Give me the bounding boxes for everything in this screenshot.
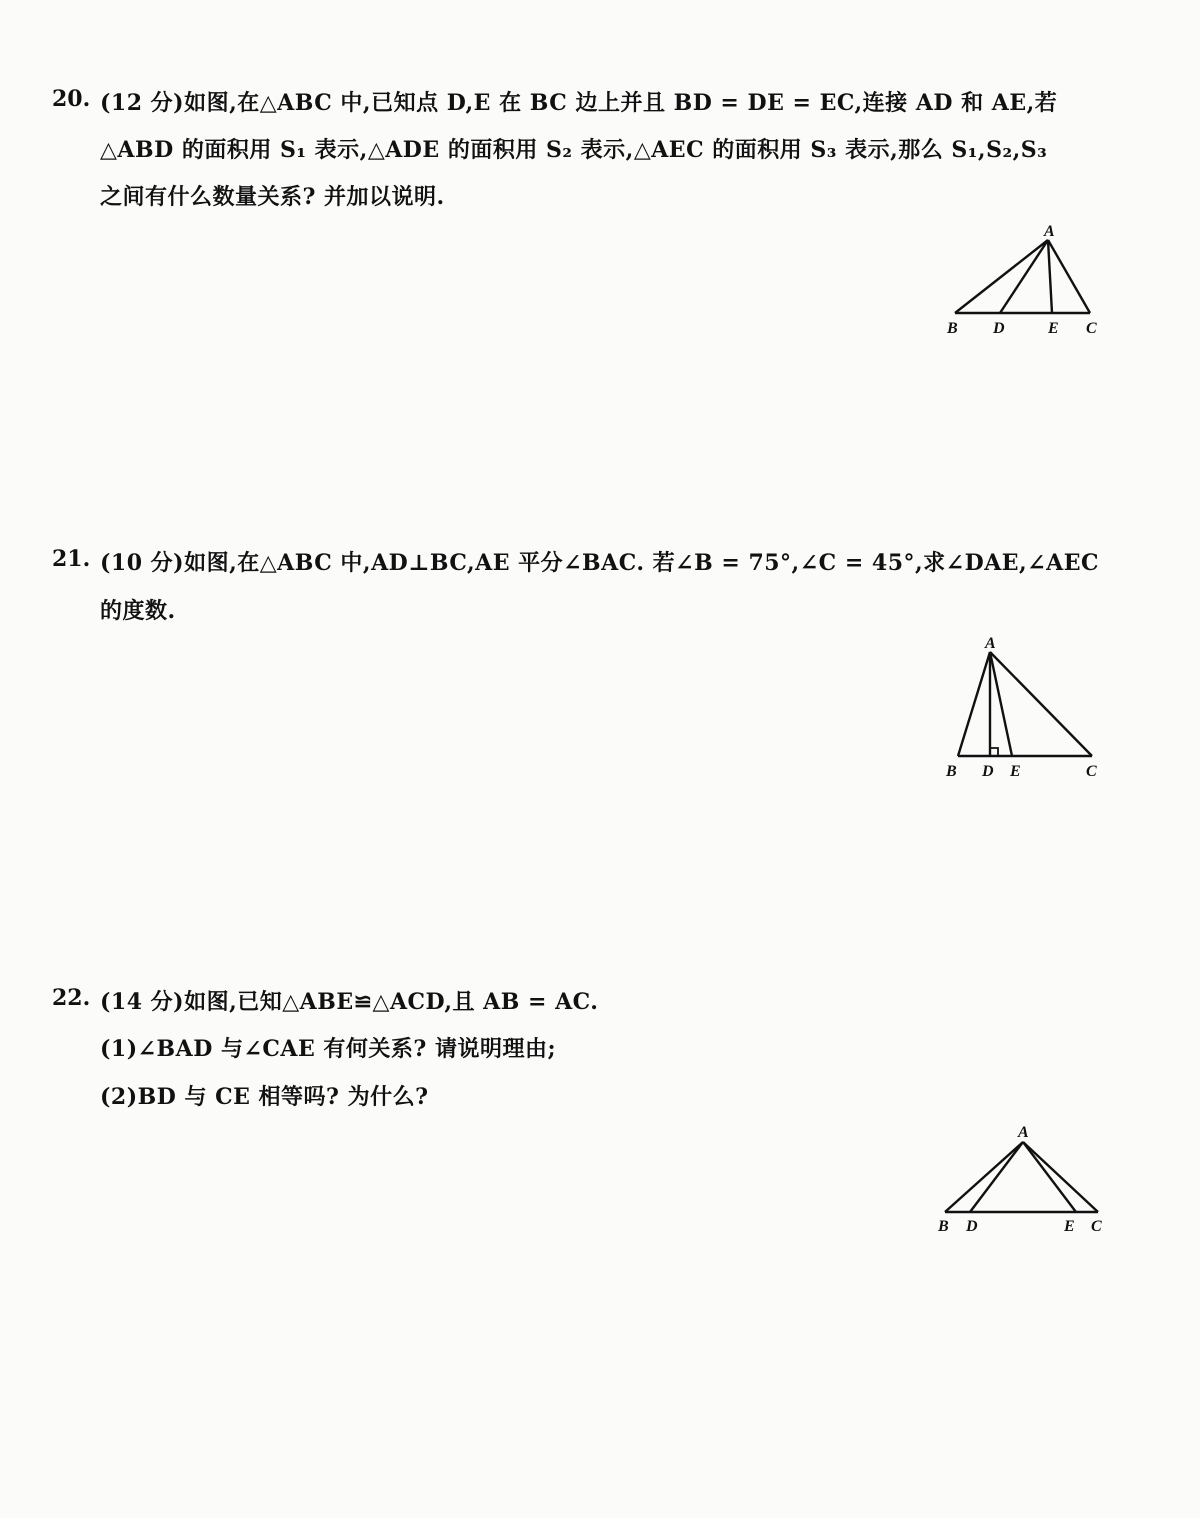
label-c: C <box>1086 320 1097 337</box>
label-e: E <box>1048 320 1059 337</box>
label-c: C <box>1091 1218 1102 1235</box>
triangle-figure-21 <box>940 630 1110 790</box>
problem-text-line: (10 分)如图,在△ABC 中,AD⊥BC,AE 平分∠BAC. 若∠B = 75°,∠C = 45°,求∠DAE,∠AEC <box>100 550 1099 576</box>
problem-subquestion-1: (1)∠BAD 与∠CAE 有何关系? 请说明理由; <box>100 1036 557 1062</box>
problem-text-line: 之间有什么数量关系? 并加以说明. <box>100 184 445 210</box>
segment-ae <box>1023 1142 1076 1212</box>
problem-text-line: (12 分)如图,在△ABC 中,已知点 D,E 在 BC 边上并且 BD = DE = EC,连接 AD 和 AE,若 <box>100 90 1058 116</box>
problem-subquestion-2: (2)BD 与 CE 相等吗? 为什么? <box>100 1084 429 1110</box>
problem-text-line: △ABD 的面积用 S₁ 表示,△ADE 的面积用 S₂ 表示,△AEC 的面积用 S₃ 表示,那么 S₁,S₂,S₃ <box>100 137 1048 163</box>
segment-ac <box>990 652 1092 756</box>
label-d: D <box>993 320 1005 337</box>
problem-number: 21. <box>52 546 91 572</box>
segment-ac <box>1048 240 1090 313</box>
segment-ae <box>1048 240 1052 313</box>
segment-ad <box>970 1142 1023 1212</box>
label-d: D <box>982 763 994 780</box>
label-b: B <box>946 763 957 780</box>
label-a: A <box>1018 1124 1029 1141</box>
segment-ae-bisector <box>990 652 1012 756</box>
right-angle-mark <box>990 748 998 756</box>
label-d: D <box>966 1218 978 1235</box>
segment-ac <box>1023 1142 1098 1212</box>
segment-ab <box>945 1142 1023 1212</box>
problem-number: 20. <box>52 86 91 112</box>
label-a: A <box>1044 223 1055 240</box>
triangle-figure-22 <box>930 1120 1110 1240</box>
segment-ab <box>958 652 990 756</box>
problem-text-line: (14 分)如图,已知△ABE≌△ACD,且 AB = AC. <box>100 989 599 1015</box>
problem-text-line: 的度数. <box>100 598 176 624</box>
segment-ad <box>1000 240 1048 313</box>
segment-ab <box>955 240 1048 313</box>
triangle-figure-20 <box>940 220 1110 350</box>
problem-number: 22. <box>52 985 91 1011</box>
label-e: E <box>1064 1218 1075 1235</box>
label-a: A <box>985 635 996 652</box>
label-b: B <box>938 1218 949 1235</box>
label-b: B <box>947 320 958 337</box>
label-e: E <box>1010 763 1021 780</box>
label-c: C <box>1086 763 1097 780</box>
